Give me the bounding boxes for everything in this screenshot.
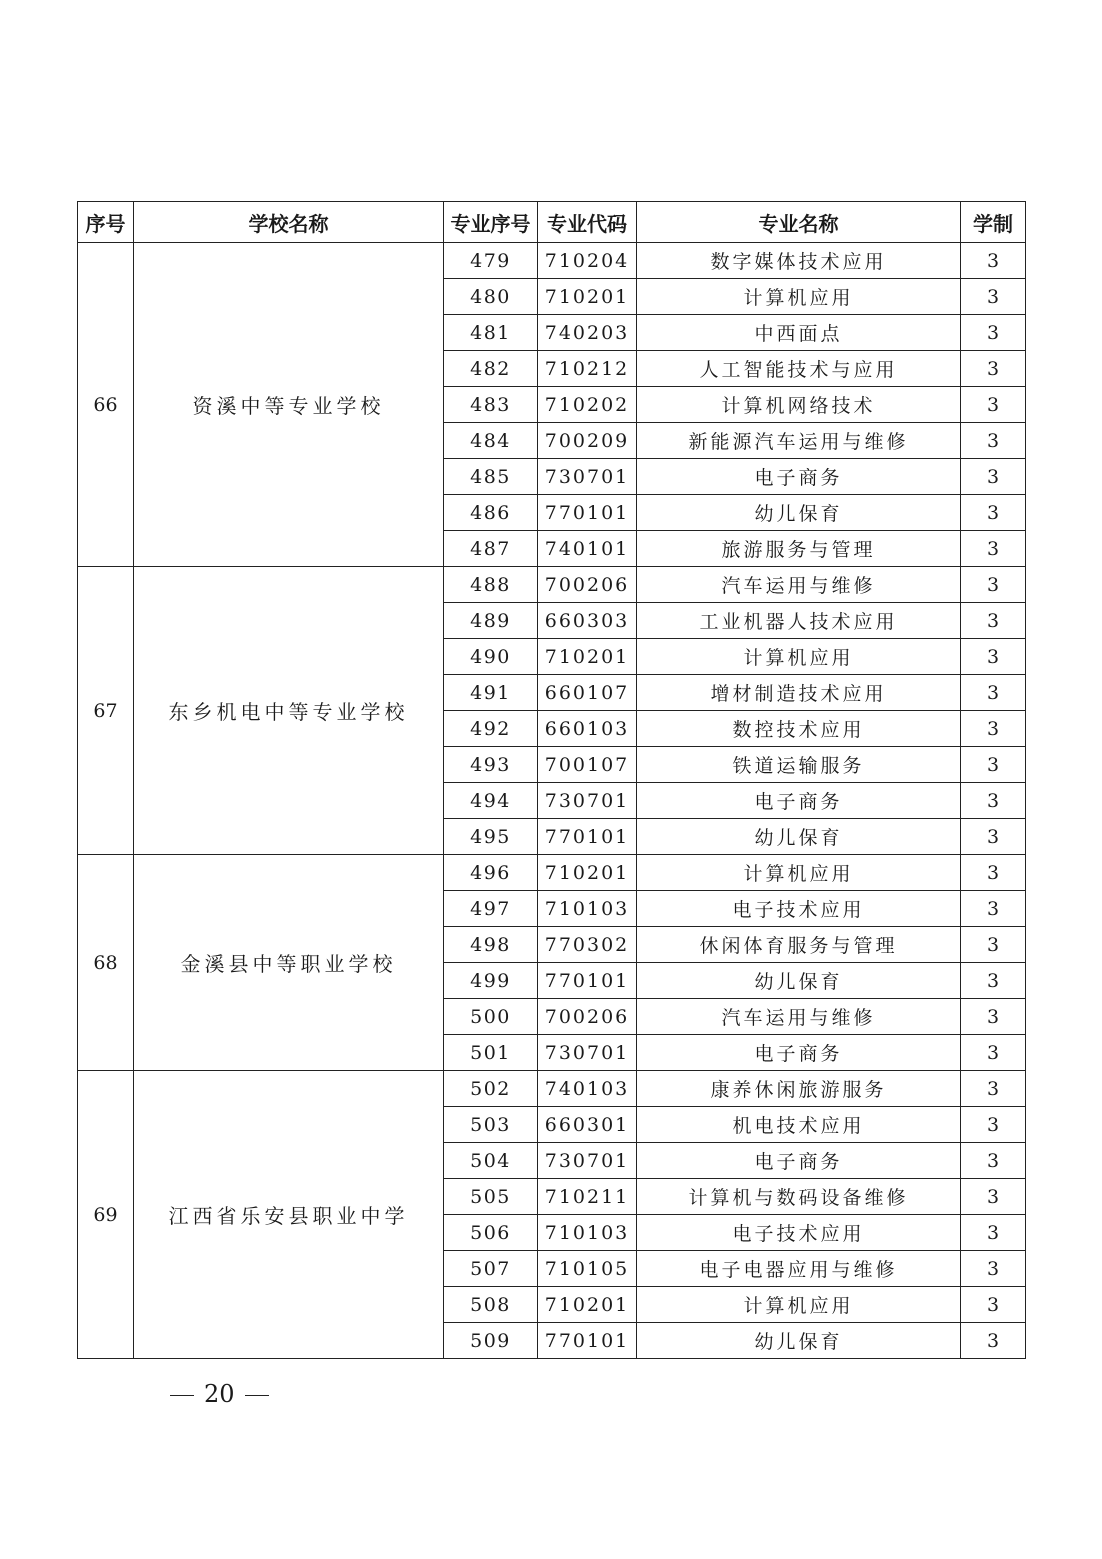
school-name-cell: 金溪县中等职业学校 <box>134 855 444 1071</box>
header-duration: 学制 <box>961 202 1026 243</box>
school-name-cell: 江西省乐安县职业中学 <box>134 1071 444 1359</box>
major-seq-cell: 489 <box>444 603 538 639</box>
page-number: 20 <box>204 1380 235 1408</box>
major-code-cell: 710105 <box>538 1251 637 1287</box>
header-major-code: 专业代码 <box>538 202 637 243</box>
major-name-cell: 电子商务 <box>637 459 961 495</box>
major-seq-cell: 487 <box>444 531 538 567</box>
major-seq-cell: 508 <box>444 1287 538 1323</box>
major-seq-cell: 495 <box>444 819 538 855</box>
duration-cell: 3 <box>961 1323 1026 1359</box>
major-code-cell: 710211 <box>538 1179 637 1215</box>
major-code-cell: 730701 <box>538 1035 637 1071</box>
major-seq-cell: 502 <box>444 1071 538 1107</box>
major-code-cell: 660107 <box>538 675 637 711</box>
major-name-cell: 电子商务 <box>637 1143 961 1179</box>
major-code-cell: 710202 <box>538 387 637 423</box>
duration-cell: 3 <box>961 603 1026 639</box>
major-seq-cell: 509 <box>444 1323 538 1359</box>
table-row <box>78 243 1026 279</box>
major-name-cell: 人工智能技术与应用 <box>637 351 961 387</box>
major-seq-cell: 493 <box>444 747 538 783</box>
duration-cell: 3 <box>961 963 1026 999</box>
major-seq-cell: 505 <box>444 1179 538 1215</box>
table-row <box>78 1071 1026 1107</box>
duration-cell: 3 <box>961 423 1026 459</box>
major-seq-cell: 501 <box>444 1035 538 1071</box>
duration-cell: 3 <box>961 1107 1026 1143</box>
major-seq-cell: 485 <box>444 459 538 495</box>
duration-cell: 3 <box>961 531 1026 567</box>
duration-cell: 3 <box>961 495 1026 531</box>
major-name-cell: 电子电器应用与维修 <box>637 1251 961 1287</box>
major-seq-cell: 479 <box>444 243 538 279</box>
major-seq-cell: 494 <box>444 783 538 819</box>
major-seq-cell: 492 <box>444 711 538 747</box>
duration-cell: 3 <box>961 1071 1026 1107</box>
major-name-cell: 电子技术应用 <box>637 1215 961 1251</box>
school-major-table <box>77 201 1026 1359</box>
duration-cell: 3 <box>961 1251 1026 1287</box>
duration-cell: 3 <box>961 747 1026 783</box>
major-code-cell: 730701 <box>538 459 637 495</box>
duration-cell: 3 <box>961 279 1026 315</box>
footer-dash-right <box>245 1395 269 1396</box>
major-name-cell: 计算机与数码设备维修 <box>637 1179 961 1215</box>
major-name-cell: 铁道运输服务 <box>637 747 961 783</box>
major-name-cell: 汽车运用与维修 <box>637 999 961 1035</box>
major-name-cell: 机电技术应用 <box>637 1107 961 1143</box>
duration-cell: 3 <box>961 1215 1026 1251</box>
major-seq-cell: 483 <box>444 387 538 423</box>
duration-cell: 3 <box>961 639 1026 675</box>
major-seq-cell: 500 <box>444 999 538 1035</box>
duration-cell: 3 <box>961 855 1026 891</box>
duration-cell: 3 <box>961 1287 1026 1323</box>
header-major-name: 专业名称 <box>637 202 961 243</box>
major-seq-cell: 496 <box>444 855 538 891</box>
major-code-cell: 660303 <box>538 603 637 639</box>
major-name-cell: 幼儿保育 <box>637 495 961 531</box>
major-name-cell: 计算机应用 <box>637 855 961 891</box>
duration-cell: 3 <box>961 243 1026 279</box>
major-code-cell: 710103 <box>538 1215 637 1251</box>
major-code-cell: 660103 <box>538 711 637 747</box>
header-major-seq: 专业序号 <box>444 202 538 243</box>
major-name-cell: 数控技术应用 <box>637 711 961 747</box>
major-code-cell: 710201 <box>538 1287 637 1323</box>
major-seq-cell: 490 <box>444 639 538 675</box>
major-name-cell: 增材制造技术应用 <box>637 675 961 711</box>
major-seq-cell: 507 <box>444 1251 538 1287</box>
major-code-cell: 770302 <box>538 927 637 963</box>
duration-cell: 3 <box>961 711 1026 747</box>
header-school-name: 学校名称 <box>134 202 444 243</box>
page-footer <box>160 1380 279 1408</box>
major-name-cell: 数字媒体技术应用 <box>637 243 961 279</box>
school-seq-cell: 68 <box>78 855 134 1071</box>
duration-cell: 3 <box>961 387 1026 423</box>
major-name-cell: 计算机应用 <box>637 1287 961 1323</box>
duration-cell: 3 <box>961 459 1026 495</box>
duration-cell: 3 <box>961 783 1026 819</box>
major-name-cell: 幼儿保育 <box>637 819 961 855</box>
major-code-cell: 700107 <box>538 747 637 783</box>
major-name-cell: 电子商务 <box>637 783 961 819</box>
major-code-cell: 700206 <box>538 567 637 603</box>
major-code-cell: 660301 <box>538 1107 637 1143</box>
duration-cell: 3 <box>961 351 1026 387</box>
major-code-cell: 710212 <box>538 351 637 387</box>
table-body <box>78 243 1026 1359</box>
school-name-cell: 东乡机电中等专业学校 <box>134 567 444 855</box>
duration-cell: 3 <box>961 819 1026 855</box>
header-seq: 序号 <box>78 202 134 243</box>
major-code-cell: 730701 <box>538 1143 637 1179</box>
major-seq-cell: 491 <box>444 675 538 711</box>
major-name-cell: 电子商务 <box>637 1035 961 1071</box>
footer-dash-left <box>170 1395 194 1396</box>
major-seq-cell: 482 <box>444 351 538 387</box>
major-seq-cell: 486 <box>444 495 538 531</box>
major-name-cell: 幼儿保育 <box>637 1323 961 1359</box>
major-name-cell: 旅游服务与管理 <box>637 531 961 567</box>
major-code-cell: 770101 <box>538 1323 637 1359</box>
major-code-cell: 710103 <box>538 891 637 927</box>
major-code-cell: 770101 <box>538 963 637 999</box>
duration-cell: 3 <box>961 1179 1026 1215</box>
major-seq-cell: 498 <box>444 927 538 963</box>
major-seq-cell: 488 <box>444 567 538 603</box>
duration-cell: 3 <box>961 1143 1026 1179</box>
major-name-cell: 新能源汽车运用与维修 <box>637 423 961 459</box>
major-name-cell: 休闲体育服务与管理 <box>637 927 961 963</box>
major-seq-cell: 480 <box>444 279 538 315</box>
major-code-cell: 710201 <box>538 639 637 675</box>
major-code-cell: 730701 <box>538 783 637 819</box>
major-code-cell: 740103 <box>538 1071 637 1107</box>
duration-cell: 3 <box>961 999 1026 1035</box>
major-seq-cell: 504 <box>444 1143 538 1179</box>
major-name-cell: 工业机器人技术应用 <box>637 603 961 639</box>
major-code-cell: 700209 <box>538 423 637 459</box>
duration-cell: 3 <box>961 927 1026 963</box>
major-code-cell: 740101 <box>538 531 637 567</box>
school-seq-cell: 69 <box>78 1071 134 1359</box>
duration-cell: 3 <box>961 567 1026 603</box>
major-name-cell: 幼儿保育 <box>637 963 961 999</box>
major-seq-cell: 503 <box>444 1107 538 1143</box>
major-code-cell: 700206 <box>538 999 637 1035</box>
major-name-cell: 电子技术应用 <box>637 891 961 927</box>
major-seq-cell: 481 <box>444 315 538 351</box>
major-code-cell: 710201 <box>538 855 637 891</box>
major-name-cell: 汽车运用与维修 <box>637 567 961 603</box>
table-row <box>78 567 1026 603</box>
major-seq-cell: 506 <box>444 1215 538 1251</box>
major-code-cell: 770101 <box>538 819 637 855</box>
major-name-cell: 计算机应用 <box>637 639 961 675</box>
major-code-cell: 710204 <box>538 243 637 279</box>
school-name-cell: 资溪中等专业学校 <box>134 243 444 567</box>
major-seq-cell: 499 <box>444 963 538 999</box>
major-name-cell: 计算机应用 <box>637 279 961 315</box>
school-seq-cell: 66 <box>78 243 134 567</box>
major-code-cell: 710201 <box>538 279 637 315</box>
duration-cell: 3 <box>961 315 1026 351</box>
major-name-cell: 康养休闲旅游服务 <box>637 1071 961 1107</box>
duration-cell: 3 <box>961 891 1026 927</box>
major-code-cell: 740203 <box>538 315 637 351</box>
table-row <box>78 855 1026 891</box>
school-seq-cell: 67 <box>78 567 134 855</box>
major-seq-cell: 484 <box>444 423 538 459</box>
table-header-row <box>78 202 1026 243</box>
major-name-cell: 中西面点 <box>637 315 961 351</box>
duration-cell: 3 <box>961 675 1026 711</box>
major-seq-cell: 497 <box>444 891 538 927</box>
major-code-cell: 770101 <box>538 495 637 531</box>
major-name-cell: 计算机网络技术 <box>637 387 961 423</box>
duration-cell: 3 <box>961 1035 1026 1071</box>
